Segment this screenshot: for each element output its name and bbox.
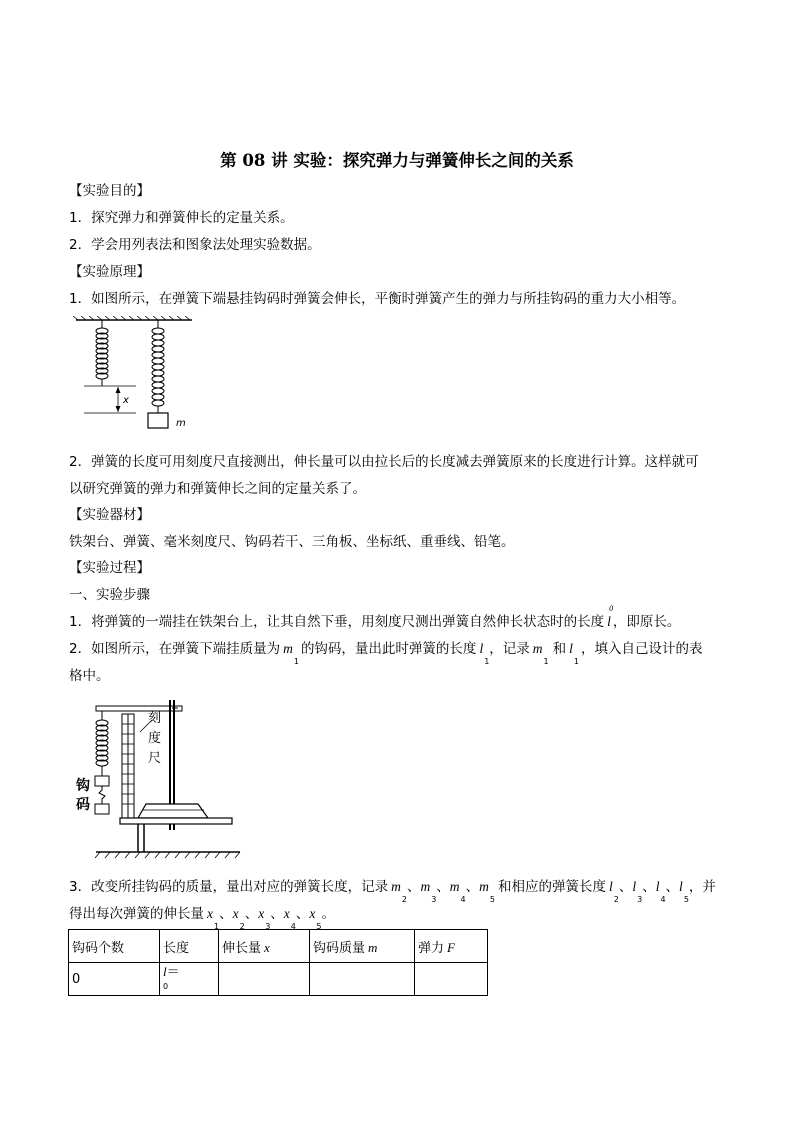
steps-heading: 一、实验步骤 (69, 587, 150, 603)
purpose-item-2: 2．学会用列表法和图象法处理实验数据。 (69, 237, 321, 253)
header-length: 长度 (160, 930, 219, 963)
ruler-label-2: 度 (148, 731, 162, 746)
weight-label-1: 钩 (76, 778, 90, 794)
table-row (69, 963, 488, 996)
extension-x-label: x (123, 395, 129, 406)
equipment-list: 铁架台、弹簧、毫米刻度尺、钩码若干、三角板、坐标纸、重垂线、铅笔。 (69, 534, 515, 550)
header-force: 弹力 F (415, 930, 488, 963)
header-extension: 伸长量 x (219, 930, 310, 963)
header-count: 钩码个数 (69, 930, 160, 963)
step-2: 2．如图所示，在弹簧下端挂质量为 $m_1$的钩码，量出此时弹簧的长度 $l_1$，记录 $m_1$和 $l_1$，填入自己设计的表 (69, 641, 703, 666)
cell-mass (310, 963, 415, 996)
page-title: 第 08 讲 实验：探究弹力与弹簧伸长之间的关系 (220, 151, 574, 170)
cell-force (415, 963, 488, 996)
mass-m-label: m (176, 418, 186, 429)
header-mass: 钩码质量 m (310, 930, 415, 963)
cell-length: l＝ 0 (160, 963, 219, 996)
cell-count: 0 (69, 963, 160, 996)
step-1: 1．将弹簧的一端挂在铁架台上，让其自然下垂，用刻度尺测出弹簧自然伸长状态时的长度 l 0 ，即原长。 (69, 604, 681, 630)
step-3-cont: 得出每次弹簧的伸长量 $x_1$、$x_2$、$x_3$、$x_4$、$x_5$。 (69, 906, 335, 931)
spring-figure-2 (90, 700, 250, 860)
principle-item-1: 1．如图所示，在弹簧下端悬挂钩码时弹簧会伸长，平衡时弹簧产生的弹力与所挂钩码的重力大小相等。 (69, 291, 686, 307)
spring-figure-1 (70, 316, 210, 436)
ruler-label-3: 尺 (148, 751, 162, 766)
table-header-row (69, 930, 488, 963)
process-heading: 【实验过程】 (69, 560, 150, 576)
principle-heading: 【实验原理】 (69, 264, 150, 280)
equipment-heading: 【实验器材】 (69, 507, 150, 523)
data-table (68, 929, 488, 996)
purpose-item-1: 1．探究弹力和弹簧伸长的定量关系。 (69, 210, 294, 226)
step-3: 3．改变所挂钩码的质量，量出对应的弹簧长度，记录 $m_2$、$m_3$、$m_4$、$m_5$和相应的弹簧长度 $l_2$、$l_3$、$l_4$、$l_5$，并 (69, 879, 716, 904)
weight-label-2: 码 (76, 797, 90, 813)
principle-item-2a: 2．弹簧的长度可用刻度尺直接测出，伸长量可以由拉长后的长度减去弹簧原来的长度进行计算。这样就可 (69, 454, 699, 470)
cell-extension (219, 963, 310, 996)
principle-item-2b: 以研究弹簧的弹力和弹簧伸长之间的定量关系了。 (69, 481, 366, 497)
ruler-label-1: 刻 (148, 711, 162, 726)
purpose-heading: 【实验目的】 (69, 183, 150, 199)
step-2-cont: 格中。 (69, 668, 110, 684)
